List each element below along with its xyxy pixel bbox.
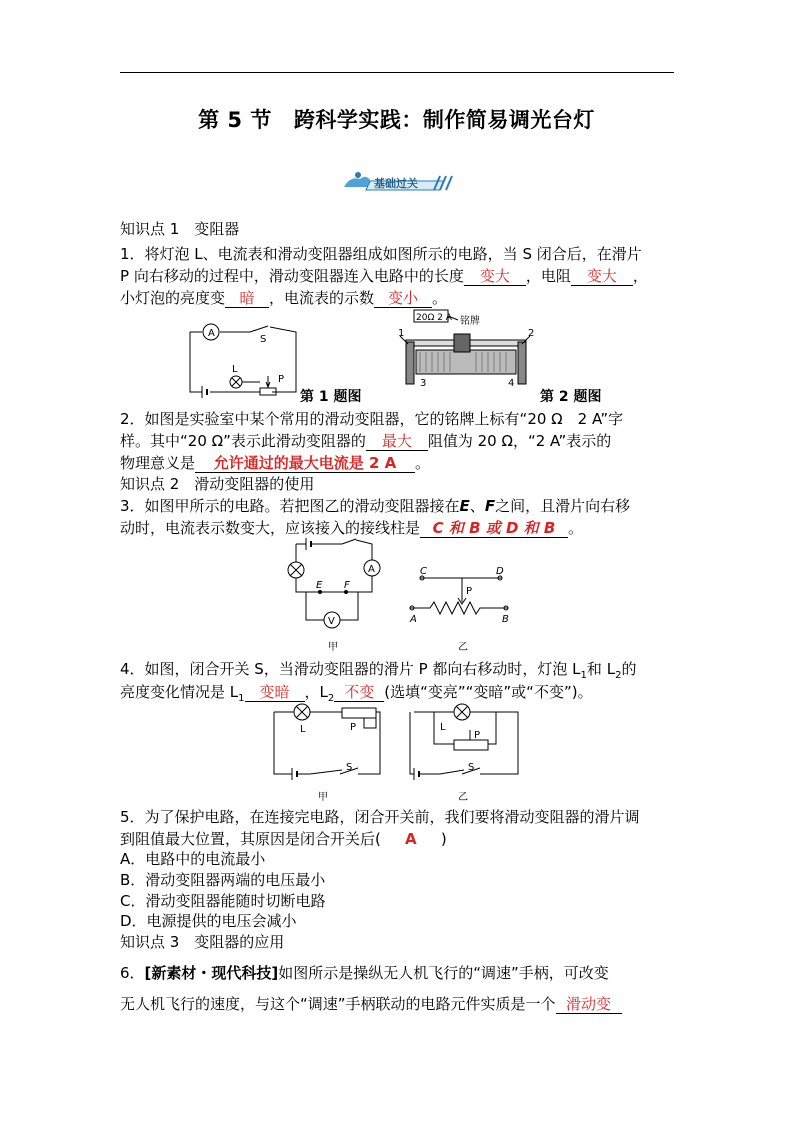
q4-answer-1: 变暗 [245,683,305,702]
q4-line2: 亮度变化情况是 $L_1$ 变暗 ，$L_2$ 不变 (选填“变亮”“变暗”或“不变”)。 [120,683,593,704]
figure-jia-label: 甲 [318,792,328,803]
figure-yi-label: 乙 [458,792,468,803]
q1-answer-4: 变小 [374,289,432,308]
q5-option-d: D．电源提供的电压会减小 [120,912,297,930]
knowledge-point-3: 知识点 3 变阻器的应用 [120,933,285,951]
q6-tag: [新素材・现代科技] [144,964,279,982]
knowledge-point-2: 知识点 2 滑动变阻器的使用 [120,475,315,493]
q1-line1: 1．将灯泡 L、电流表和滑动变阻器组成如图所示的电路，当 S 闭合后，在滑片 [120,245,642,263]
switch-label: S [260,334,267,345]
q1-answer-3: 暗 [225,289,269,308]
q2-answer-1: 最大 [366,432,428,451]
figure-2-rheostat [396,306,536,392]
slider-P1-label: P [350,722,357,733]
q1-line2: P 向右移动的过程中，滑动变阻器连入电路中的长度 变大 ，电阻 变大 ， [120,267,648,285]
switch-S1-label: S [346,762,353,773]
q6-line1: 6．[新素材・现代科技]如图所示是操纵无人机飞行的“调速”手柄，可改变 [120,964,609,982]
figure-3-circuits [280,536,520,654]
figure-4-circuits [270,700,524,806]
terminal-B-label: B [502,614,509,625]
q5-option-b: B．滑动变阻器两端的电压最小 [120,871,326,889]
terminal-A-label: A [410,614,417,625]
terminal-1-label: 1 [398,328,405,339]
q5-line1: 5．为了保护电路，在连接完电路，闭合开关前，我们要将滑动变阻器的滑片调 [120,808,640,826]
q6-line2: 无人机飞行的速度，与这个“调速”手柄联动的电路元件实质是一个 滑动变 [120,994,622,1014]
q2-answer-2: 允许通过的最大电流是 2 A [195,454,415,473]
terminal-C-label: C [420,566,427,577]
q5-answer: A [405,830,417,848]
nameplate-text: 20Ω 2 A [416,313,452,323]
knowledge-point-1: 知识点 1 变阻器 [120,220,240,238]
q2-line2: 样。其中“20 Ω”表示此滑动变阻器的 最大 阻值为 20 Ω，“2 A”表示的 [120,432,612,450]
section-title: 跨科学实践：制作简易调光台灯 [293,108,595,132]
q4-line1: 4．如图，闭合开关 S，当滑动变阻器的滑片 P 都向右移动时，灯泡 $L_1$和 $L_2$的 [120,660,637,681]
terminal-3-label: 3 [420,378,427,389]
section-number: 第 5 节 [198,108,272,132]
lamp-L2-label: L [440,722,446,733]
basic-pass-badge [340,170,456,192]
terminal-F-label: F [344,580,350,591]
lamp-label: L [232,364,238,375]
switch-S2-label: S [468,762,475,773]
q2-line3: 物理意义是 允许通过的最大电流是 2 A 。 [120,454,431,472]
figure-2-caption: 第 2 题图 [540,389,602,405]
terminal-2-label: 2 [528,328,535,339]
slider-P2-label: P [474,730,481,741]
figure-1-caption: 第 1 题图 [300,389,362,405]
lamp-L1-label: L [300,724,306,735]
slider-label: P [466,586,473,597]
q1-answer-2: 变大 [571,267,633,286]
voltmeter-label: V [328,616,335,627]
q1-line3: 小灯泡的亮度变 暗 ，电流表的示数 变小 。 [120,289,448,307]
slider-label: P [278,374,285,385]
q5-option-a: A．电路中的电流最小 [120,850,266,868]
q5-line2: 到阻值最大位置，其原因是闭合开关后( A ) [120,830,447,848]
q6-answer: 滑动变 [556,995,622,1014]
terminal-4-label: 4 [508,378,515,389]
q2-line1: 2．如图是实验室中某个常用的滑动变阻器，它的铭牌上标有“20 Ω 2 A”字 [120,410,624,428]
figure-1-circuit [180,320,310,400]
ammeter-label: A [368,564,375,575]
badge-graphic [340,170,456,192]
ammeter-label: A [208,328,215,339]
terminal-D-label: D [496,566,504,577]
book-icon [344,177,370,187]
header-rule [120,72,674,73]
terminal-E-label: E [316,580,323,591]
q1-answer-1: 变大 [464,267,526,286]
person-icon [355,172,361,178]
figure-yi-label: 乙 [458,642,468,653]
q3-line2: 动时，电流表示数变大，应该接入的接线柱是 C 和 B 或 D 和 B 。 [120,519,584,537]
q3-answer: C 和 B 或 D 和 B [420,519,568,538]
q3-line1: 3．如图甲所示的电路。若把图乙的滑动变阻器接在E、F之间，且滑片向右移 [120,497,631,515]
badge-label: 基础过关 [374,177,418,190]
figure-jia-label: 甲 [328,642,338,653]
q5-option-c: C．滑动变阻器能随时切断电路 [120,892,326,910]
page-title [0,104,793,134]
nameplate-label: 铭牌 [460,316,480,327]
q4-answer-2: 不变 [334,683,384,702]
